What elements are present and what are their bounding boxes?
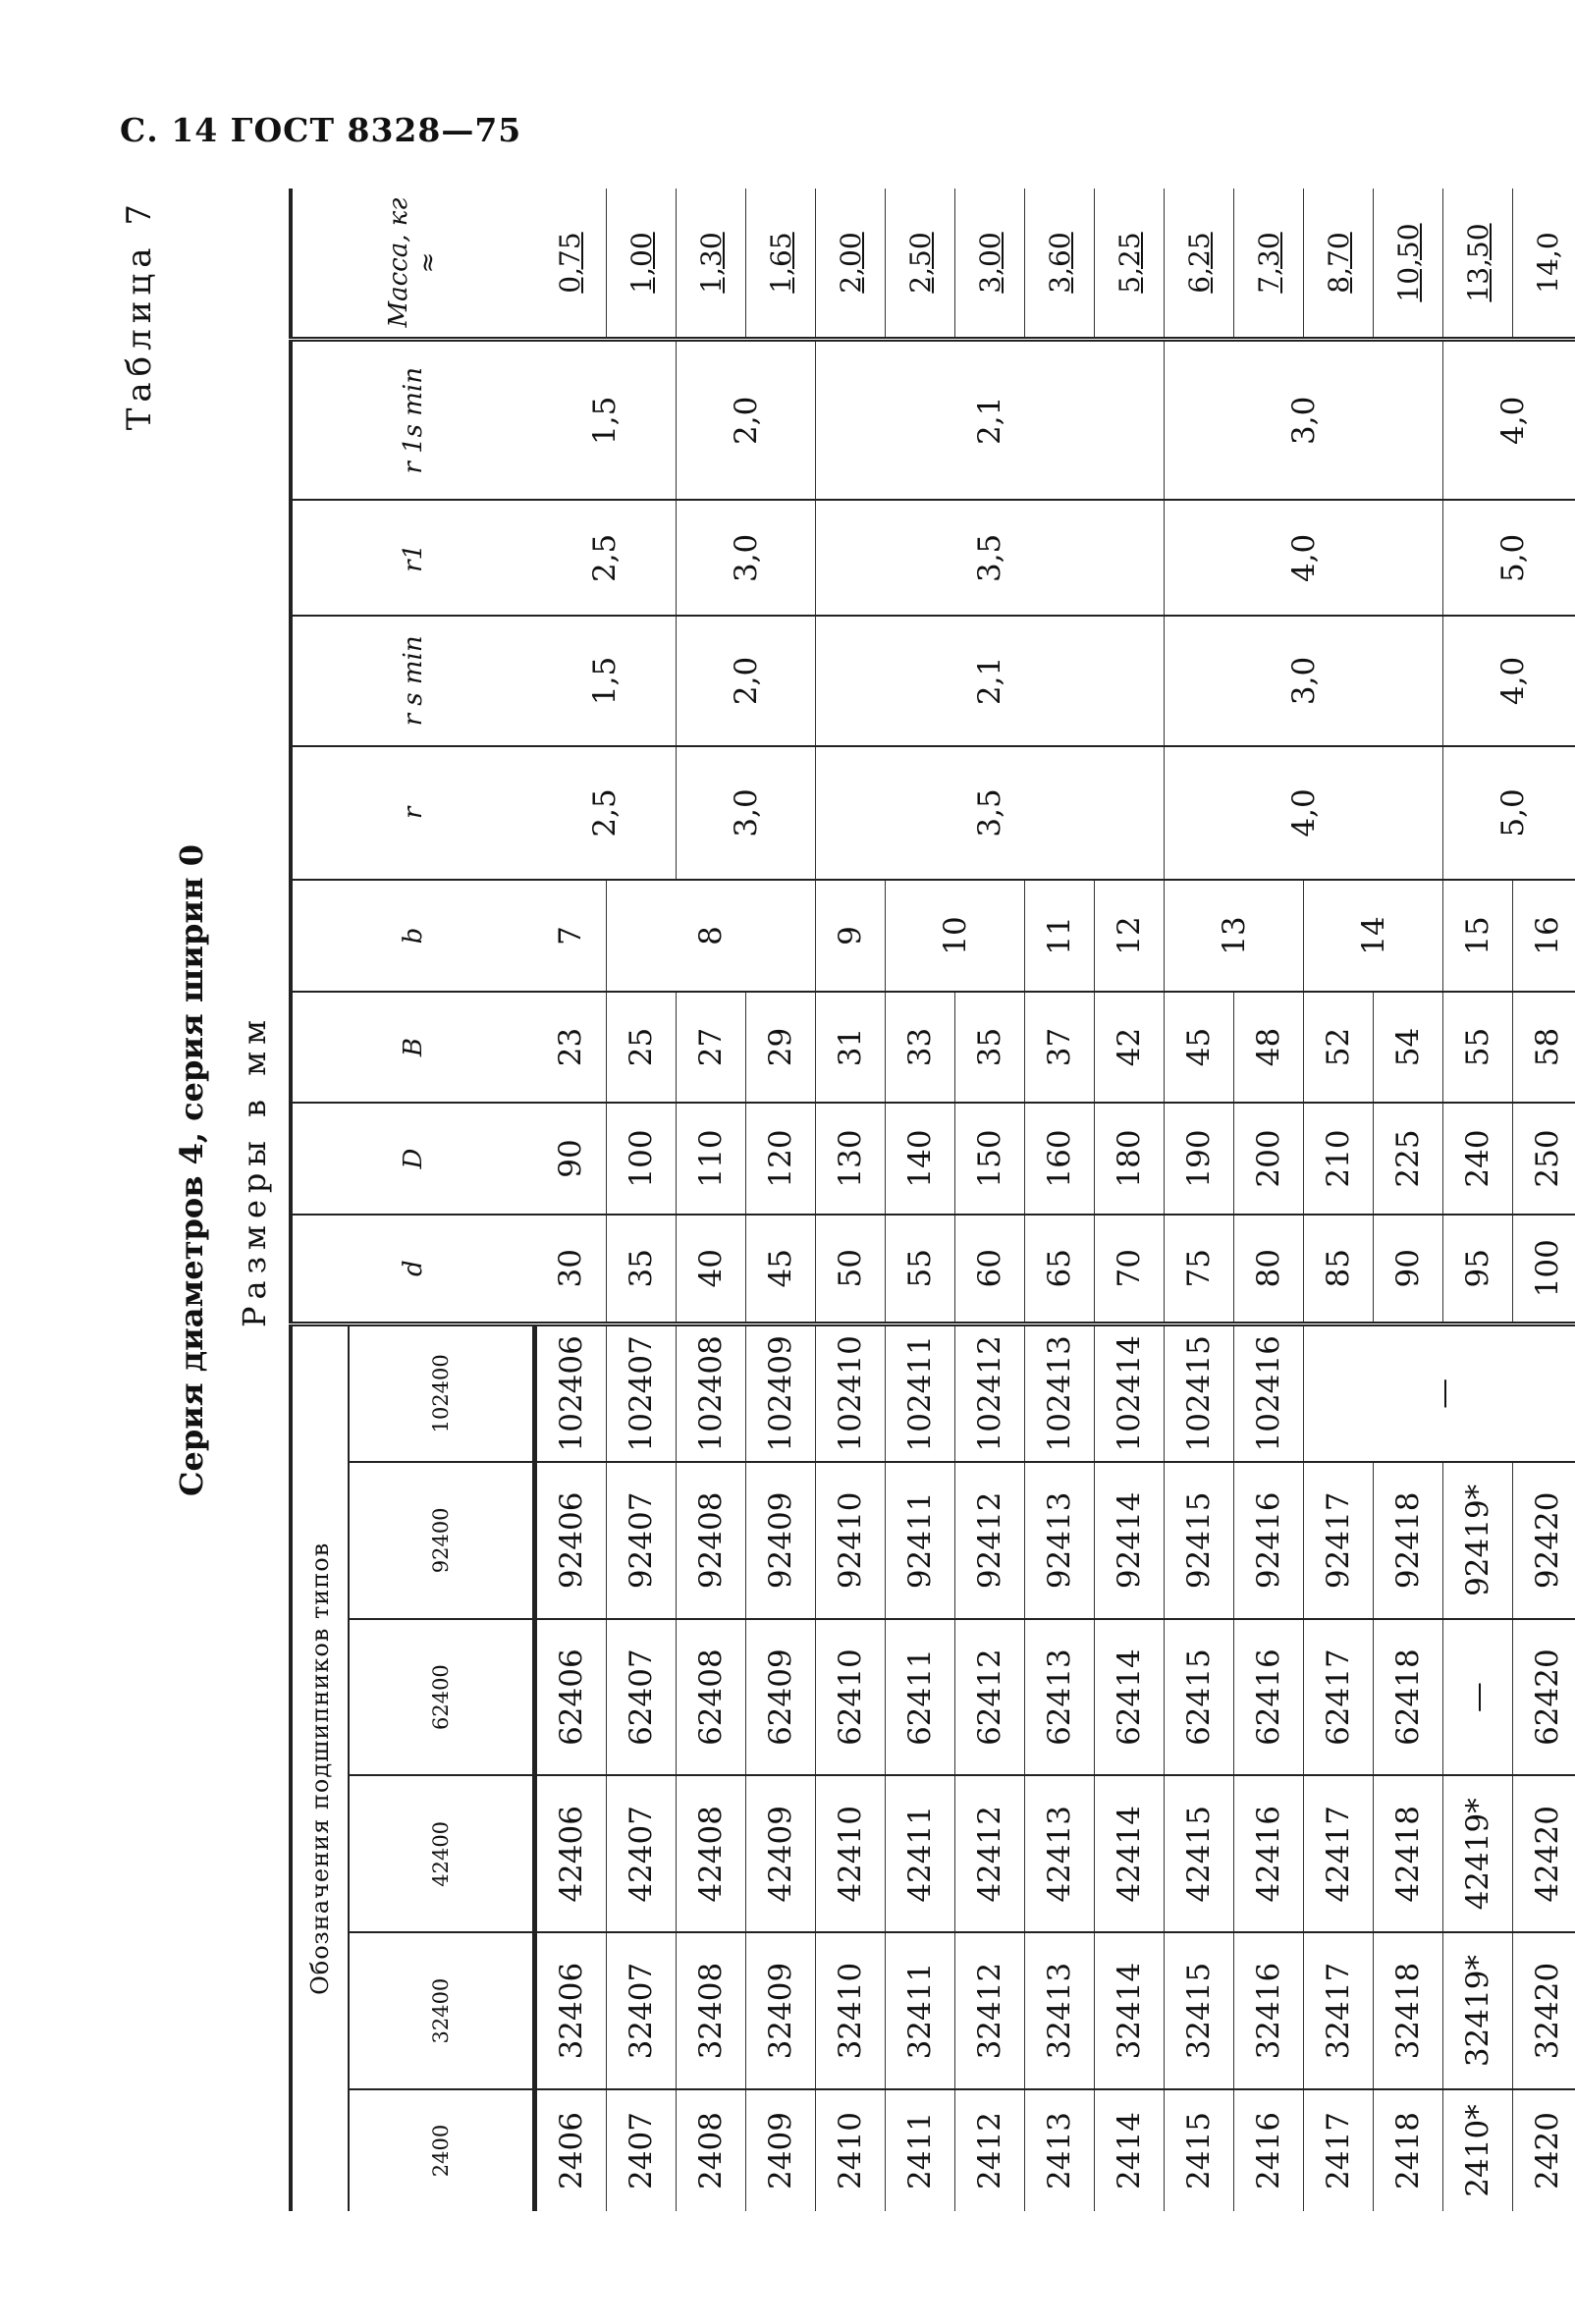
cell-2400: 2415 (1165, 2089, 1234, 2211)
cell-b: 9 (816, 880, 886, 992)
cell-r1: 2,5 (535, 501, 677, 617)
cell-B: 31 (816, 992, 886, 1104)
cell-62400: 62414 (1095, 1619, 1165, 1776)
cell-62400: 62417 (1304, 1619, 1374, 1776)
cell-mass: 5,25 (1095, 189, 1165, 340)
cell-r1s-min: 1,5 (535, 340, 677, 501)
cell-d: 35 (607, 1215, 677, 1324)
cell-B: 55 (1443, 992, 1513, 1104)
cell-d: 85 (1304, 1215, 1374, 1324)
cell-32400: 32412 (955, 1932, 1025, 2089)
cell-92400: 92409 (746, 1462, 816, 1619)
cell-b: 10 (886, 880, 1025, 992)
table-row (816, 189, 886, 2211)
cell-42400: 42413 (1025, 1775, 1095, 1932)
cell-62400: 62409 (746, 1619, 816, 1776)
cell-102400: 102411 (886, 1324, 955, 1462)
cell-102400: 102406 (535, 1324, 607, 1462)
table-label: Таблица 7 (120, 198, 159, 431)
col-r1s-min: r 1s min (291, 340, 535, 501)
cell-2400: 2410* (1443, 2089, 1513, 2211)
cell-42400: 42415 (1165, 1775, 1234, 1932)
cell-32400: 32411 (886, 1932, 955, 2089)
cell-62400: 62420 (1513, 1619, 1575, 1776)
cell-B: 35 (955, 992, 1025, 1104)
cell-32400: 32419* (1443, 1932, 1513, 2089)
cell-B: 29 (746, 992, 816, 1104)
cell-mass: 2,50 (886, 189, 955, 340)
cell-2400: 2409 (746, 2089, 816, 2211)
cell-92400: 92416 (1234, 1462, 1304, 1619)
cell-rs-min: 3,0 (1165, 616, 1443, 745)
cell-42400: 42408 (677, 1775, 746, 1932)
cell-mass: 3,60 (1025, 189, 1095, 340)
cell-d: 95 (1443, 1215, 1513, 1324)
group-header: Обозначения подшипников типов (291, 1324, 349, 2211)
cell-2400: 2416 (1234, 2089, 1304, 2211)
cell-d: 45 (746, 1215, 816, 1324)
cell-d: 90 (1374, 1215, 1443, 1324)
cell-92400: 92415 (1165, 1462, 1234, 1619)
cell-102400: 102412 (955, 1324, 1025, 1462)
cell-B: 58 (1513, 992, 1575, 1104)
cell-D: 200 (1234, 1103, 1304, 1215)
cell-62400: 62412 (955, 1619, 1025, 1776)
cell-2400: 2420 (1513, 2089, 1575, 2211)
col-type-92400: 92400 (349, 1462, 535, 1619)
cell-32400: 32418 (1374, 1932, 1443, 2089)
cell-2400: 2417 (1304, 2089, 1374, 2211)
cell-32400: 32408 (677, 1932, 746, 2089)
cell-mass: 6,25 (1165, 189, 1234, 340)
cell-102400: 102416 (1234, 1324, 1304, 1462)
cell-r: 4,0 (1165, 746, 1443, 881)
cell-32400: 32420 (1513, 1932, 1575, 2089)
cell-B: 42 (1095, 992, 1165, 1104)
cell-102400: 102413 (1025, 1324, 1095, 1462)
cell-42400: 42419* (1443, 1775, 1513, 1932)
col-type-32400: 32400 (349, 1932, 535, 2089)
cell-42400: 42414 (1095, 1775, 1165, 1932)
cell-92400: 92410 (816, 1462, 886, 1619)
cell-92400: 92406 (535, 1462, 607, 1619)
cell-2400: 2418 (1374, 2089, 1443, 2211)
rotated-table-block (114, 130, 1565, 2211)
cell-62400: 62410 (816, 1619, 886, 1776)
table-row (1443, 189, 1513, 2211)
cell-d: 30 (535, 1215, 607, 1324)
cell-D: 210 (1304, 1103, 1374, 1215)
col-type-102400: 102400 (349, 1324, 535, 1462)
cell-B: 48 (1234, 992, 1304, 1104)
col-r1: r1 (291, 501, 535, 617)
series-title: Серия диаметров 4, серия ширин 0 (173, 844, 210, 1496)
cell-102400: 102409 (746, 1324, 816, 1462)
cell-32400: 32406 (535, 1932, 607, 2089)
cell-mass: 13,50 (1443, 189, 1513, 340)
cell-42400: 42416 (1234, 1775, 1304, 1932)
cell-2400: 2413 (1025, 2089, 1095, 2211)
cell-62400: — (1443, 1619, 1513, 1776)
col-d: d (291, 1215, 535, 1324)
cell-rs-min: 2,0 (677, 616, 816, 745)
col-D: D (291, 1103, 535, 1215)
cell-mass: 7,30 (1234, 189, 1304, 340)
cell-r1s-min: 4,0 (1443, 340, 1575, 501)
cell-B: 23 (535, 992, 607, 1104)
cell-92400: 92414 (1095, 1462, 1165, 1619)
cell-r: 3,5 (816, 746, 1165, 881)
cell-42400: 42412 (955, 1775, 1025, 1932)
cell-d: 70 (1095, 1215, 1165, 1324)
cell-B: 37 (1025, 992, 1095, 1104)
cell-D: 110 (677, 1103, 746, 1215)
cell-32400: 32415 (1165, 1932, 1234, 2089)
cell-62400: 62406 (535, 1619, 607, 1776)
cell-rs-min: 2,1 (816, 616, 1165, 745)
cell-B: 33 (886, 992, 955, 1104)
cell-2400: 2411 (886, 2089, 955, 2211)
cell-d: 40 (677, 1215, 746, 1324)
cell-r1s-min: 2,1 (816, 340, 1165, 501)
col-B: B (291, 992, 535, 1104)
cell-2400: 2408 (677, 2089, 746, 2211)
cell-mass: 3,00 (955, 189, 1025, 340)
cell-92400: 92413 (1025, 1462, 1095, 1619)
cell-62400: 62411 (886, 1619, 955, 1776)
cell-D: 240 (1443, 1103, 1513, 1215)
cell-42400: 42406 (535, 1775, 607, 1932)
cell-b: 7 (535, 880, 607, 992)
cell-d: 75 (1165, 1215, 1234, 1324)
cell-92400: 92418 (1374, 1462, 1443, 1619)
cell-92400: 92412 (955, 1462, 1025, 1619)
cell-102400: 102415 (1165, 1324, 1234, 1462)
col-type-42400: 42400 (349, 1775, 535, 1932)
cell-b: 15 (1443, 880, 1513, 992)
cell-mass: 1,30 (677, 189, 746, 340)
cell-42400: 42407 (607, 1775, 677, 1932)
col-mass: Масса, кг ≈ (291, 189, 535, 340)
cell-b: 14 (1304, 880, 1443, 992)
col-type-2400: 2400 (349, 2089, 535, 2211)
cell-42400: 42411 (886, 1775, 955, 1932)
cell-d: 55 (886, 1215, 955, 1324)
cell-D: 250 (1513, 1103, 1575, 1215)
cell-92400: 92407 (607, 1462, 677, 1619)
cell-62400: 62415 (1165, 1619, 1234, 1776)
cell-42400: 42420 (1513, 1775, 1575, 1932)
cell-mass: 1,00 (607, 189, 677, 340)
cell-r1: 3,0 (677, 501, 816, 617)
cell-r: 2,5 (535, 746, 677, 881)
cell-d: 65 (1025, 1215, 1095, 1324)
cell-2400: 2414 (1095, 2089, 1165, 2211)
cell-B: 25 (607, 992, 677, 1104)
cell-D: 90 (535, 1103, 607, 1215)
cell-62400: 62416 (1234, 1619, 1304, 1776)
cell-62400: 62418 (1374, 1619, 1443, 1776)
cell-42400: 42418 (1374, 1775, 1443, 1932)
cell-d: 100 (1513, 1215, 1575, 1324)
cell-r1s-min: 2,0 (677, 340, 816, 501)
cell-rs-min: 4,0 (1443, 616, 1575, 745)
col-type-62400: 62400 (349, 1619, 535, 1776)
cell-b: 16 (1513, 880, 1575, 992)
cell-92400: 92417 (1304, 1462, 1374, 1619)
cell-B: 27 (677, 992, 746, 1104)
table-row (677, 189, 746, 2211)
cell-D: 160 (1025, 1103, 1095, 1215)
cell-r: 3,0 (677, 746, 816, 881)
cell-D: 120 (746, 1103, 816, 1215)
col-b: b (291, 880, 535, 992)
cell-2400: 2407 (607, 2089, 677, 2211)
table-row (535, 189, 607, 2211)
cell-2400: 2412 (955, 2089, 1025, 2211)
cell-32400: 32416 (1234, 1932, 1304, 2089)
cell-mass: 10,50 (1374, 189, 1443, 340)
cell-62400: 62407 (607, 1619, 677, 1776)
cell-2400: 2410 (816, 2089, 886, 2211)
cell-32400: 32409 (746, 1932, 816, 2089)
cell-62400: 62408 (677, 1619, 746, 1776)
cell-42400: 42410 (816, 1775, 886, 1932)
cell-D: 225 (1374, 1103, 1443, 1215)
cell-102400: 102408 (677, 1324, 746, 1462)
cell-D: 100 (607, 1103, 677, 1215)
cell-r1s-min: 3,0 (1165, 340, 1443, 501)
cell-D: 180 (1095, 1103, 1165, 1215)
cell-r1: 5,0 (1443, 501, 1575, 617)
cell-b: 8 (607, 880, 816, 992)
cell-b: 11 (1025, 880, 1095, 992)
cell-b: 12 (1095, 880, 1165, 992)
cell-mass: 1,65 (746, 189, 816, 340)
cell-D: 140 (886, 1103, 955, 1215)
cell-B: 54 (1374, 992, 1443, 1104)
bearing-table (289, 189, 1575, 2211)
cell-B: 45 (1165, 992, 1234, 1104)
cell-d: 60 (955, 1215, 1025, 1324)
cell-32400: 32407 (607, 1932, 677, 2089)
cell-92400: 92419* (1443, 1462, 1513, 1619)
cell-32400: 32417 (1304, 1932, 1374, 2089)
cell-92400: 92408 (677, 1462, 746, 1619)
cell-92400: 92420 (1513, 1462, 1575, 1619)
cell-d: 80 (1234, 1215, 1304, 1324)
cell-d: 50 (816, 1215, 886, 1324)
cell-B: 52 (1304, 992, 1374, 1104)
col-r: r (291, 746, 535, 881)
cell-r: 5,0 (1443, 746, 1575, 881)
cell-b: 13 (1165, 880, 1304, 992)
cell-mass: 8,70 (1304, 189, 1374, 340)
cell-42400: 42409 (746, 1775, 816, 1932)
cell-32400: 32414 (1095, 1932, 1165, 2089)
cell-32400: 32413 (1025, 1932, 1095, 2089)
table-row (1165, 189, 1234, 2211)
cell-102400: 102410 (816, 1324, 886, 1462)
page-header: С. 14 ГОСТ 8328—75 (120, 111, 522, 149)
cell-32400: 32410 (816, 1932, 886, 2089)
cell-2400: 2406 (535, 2089, 607, 2211)
cell-r1: 4,0 (1165, 501, 1443, 617)
cell-102400: 102407 (607, 1324, 677, 1462)
cell-mass: 2,00 (816, 189, 886, 340)
cell-92400: 92411 (886, 1462, 955, 1619)
cell-62400: 62413 (1025, 1619, 1095, 1776)
col-rs-min: r s min (291, 616, 535, 745)
cell-D: 190 (1165, 1103, 1234, 1215)
sizes-note: Размеры в мм (236, 1013, 273, 1327)
cell-mass: 0,75 (535, 189, 607, 340)
cell-rs-min: 1,5 (535, 616, 677, 745)
cell-r1: 3,5 (816, 501, 1165, 617)
cell-D: 150 (955, 1103, 1025, 1215)
cell-102400: 102414 (1095, 1324, 1165, 1462)
cell-D: 130 (816, 1103, 886, 1215)
cell-42400: 42417 (1304, 1775, 1374, 1932)
cell-mass: 14,0 (1513, 189, 1575, 340)
cell-102400: — (1304, 1324, 1575, 1462)
